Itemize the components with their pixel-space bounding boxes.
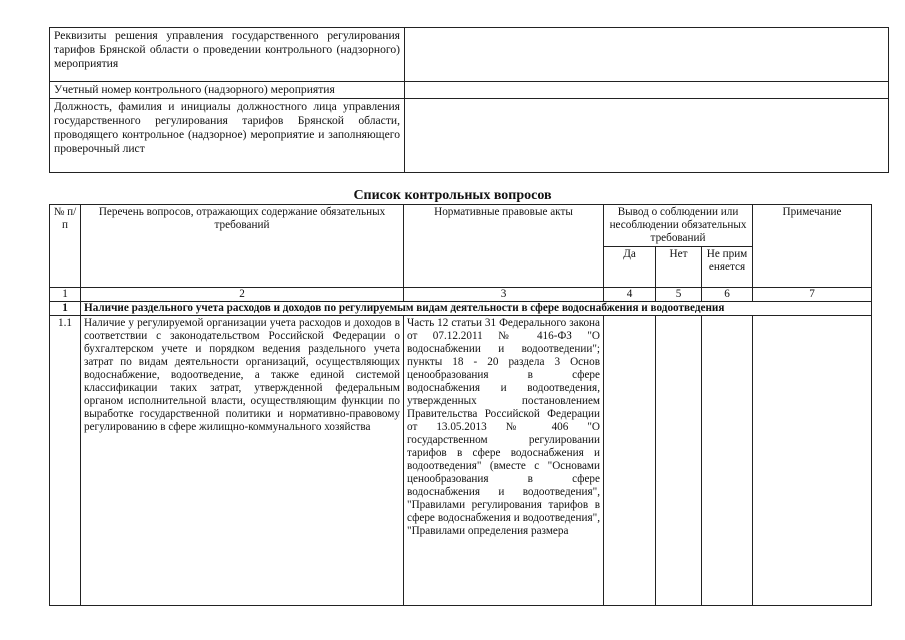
row-yes-cell[interactable] (604, 316, 656, 606)
row-no-cell[interactable] (656, 316, 702, 606)
header-num: № п/п (50, 205, 81, 288)
questions-table (49, 204, 872, 606)
requisites-official-label: Должность, фамилия и инициалы должностного лица управления государственного регулирования тарифов Брянской области, проводящего контрольное (надзорное) мероприятие и заполняющего проверочный лист (50, 99, 405, 173)
section-row (50, 302, 872, 316)
requisites-row (50, 82, 889, 99)
list-title: Список контрольных вопросов (353, 188, 552, 203)
table-row (50, 316, 872, 606)
column-number: 3 (404, 288, 604, 302)
requisites-official-value[interactable] (405, 99, 889, 173)
header-na: Не применяется (702, 247, 753, 288)
header-questions: Перечень вопросов, отражающих содержание обязательных требований (81, 205, 404, 288)
requisites-table (49, 27, 889, 173)
row-question: Наличие у регулируемой организации учета расходов и доходов в соответствии с законодательством Российской Федерации о бухгалтерском учете и порядком ведения раздельного учета затрат по видам деятельности организаций, осуществляющих водоснабжение, водоотведение, а также единой системой классификации таких затрат, утвержденной федеральным органом исполнительной власти, осуществляющим функции по выработке государственной политики и нормативно-правовому регулированию в сфере жилищно-коммунального хозяйства (81, 316, 404, 606)
header-conclusion: Вывод о соблюдении или несоблюдении обязательных требований (604, 205, 753, 247)
column-number: 2 (81, 288, 404, 302)
requisites-number-value[interactable] (405, 82, 889, 99)
requisites-number-label: Учетный номер контрольного (надзорного) мероприятия (50, 82, 405, 99)
column-number: 6 (702, 288, 753, 302)
header-acts: Нормативные правовые акты (404, 205, 604, 288)
header-note: Примечание (753, 205, 872, 288)
section-num: 1 (50, 302, 81, 316)
requisites-row (50, 99, 889, 173)
header-yes: Да (604, 247, 656, 288)
requisites-row (50, 28, 889, 82)
row-note-cell[interactable] (753, 316, 872, 606)
row-num: 1.1 (50, 316, 81, 606)
column-number: 4 (604, 288, 656, 302)
column-number: 5 (656, 288, 702, 302)
header-no: Нет (656, 247, 702, 288)
column-number: 7 (753, 288, 872, 302)
header-row (50, 205, 872, 247)
requisites-decision-label: Реквизиты решения управления государственного регулирования тарифов Брянской области о проведении контрольного (надзорного) мероприятия (50, 28, 405, 82)
row-na-cell[interactable] (702, 316, 753, 606)
column-number: 1 (50, 288, 81, 302)
requisites-decision-value[interactable] (405, 28, 889, 82)
section-title: Наличие раздельного учета расходов и доходов по регулируемым видам деятельности в сфере водоснабжения и водоотведения (81, 302, 872, 316)
column-number-row (50, 288, 872, 302)
row-acts: Часть 12 статьи 31 Федерального закона от 07.12.2011 № 416-ФЗ "О водоснабжении и водоотведении"; пункты 18 - 20 раздела 3 Основ ценообразования в сфере водоснабжения и водоотведения, утвержденных постановлением Правительства Российской Федерации от 13.05.2013 № 406 "О государственном регулировании тарифов в сфере водоснабжения и водоотведения" (вместе с "Основами ценообразования в сфере водоснабжения и водоотведения", "Правилами регулирования тарифов в сфере водоснабжения и водоотведения", "Правилами определения размера (404, 316, 604, 606)
